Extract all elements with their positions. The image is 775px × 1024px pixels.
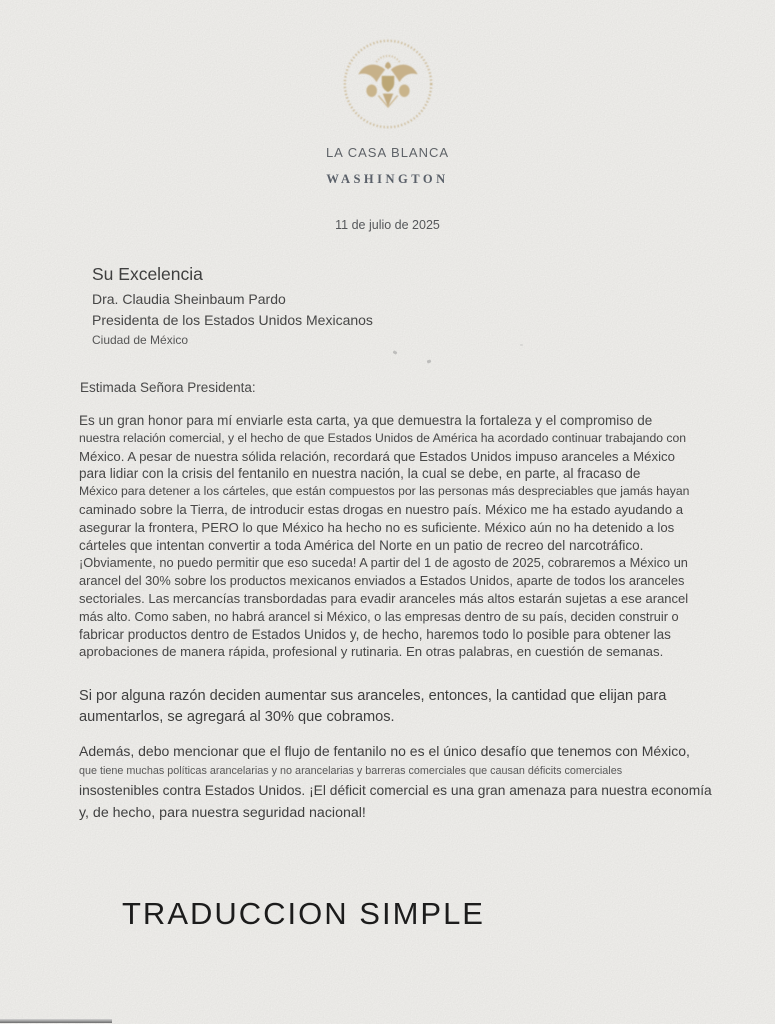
letter-line: caminado sobre la Tierra, de introducir estas drogas en nuestro país. México me ha estado ayudando a bbox=[79, 501, 684, 517]
recipient-honorific: Su Excelencia bbox=[92, 264, 203, 284]
salutation: Estimada Señora Presidenta: bbox=[80, 380, 256, 395]
presidential-seal-icon bbox=[340, 36, 436, 132]
letter-line: fabricar productos dentro de Estados Unidos y, de hecho, haremos todo lo posible para obtener las bbox=[79, 626, 671, 642]
letterhead bbox=[0, 36, 775, 187]
letter-line: Además, debo mencionar que el flujo de fentanilo no es el único desafío que tenemos con México, bbox=[79, 743, 690, 759]
letter-date: 11 de julio de 2025 bbox=[335, 218, 440, 232]
letter-line: arancel del 30% sobre los productos mexicanos enviados a Estados Unidos, aparte de todos los aranceles bbox=[79, 573, 685, 589]
letter-line: Es un gran honor para mí enviarle esta carta, ya que demuestra la fortaleza y el compromiso de bbox=[79, 413, 653, 428]
letter-line: insostenibles contra Estados Unidos. ¡El déficit comercial es una gran amenaza para nuestra economía bbox=[79, 783, 712, 798]
paragraph-3 bbox=[79, 740, 739, 825]
pencil-smudge bbox=[520, 344, 523, 346]
letter-line: y, de hecho, para nuestra seguridad nacional! bbox=[79, 805, 366, 821]
paragraph-2 bbox=[79, 686, 739, 728]
translation-stamp: TRADUCCION SIMPLE bbox=[122, 896, 485, 931]
letter-line: más alto. Como saben, no habrá arancel si México, o las empresas dentro de su país, deciden construir o bbox=[79, 608, 679, 624]
letterhead-org: LA CASA BLANCA bbox=[325, 145, 450, 160]
letter-line: México. A pesar de nuestra sólida relación, recordará que Estados Unidos impuso aranceles a México bbox=[79, 448, 675, 464]
recipient-title: Presidenta de los Estados Unidos Mexicanos bbox=[92, 312, 373, 328]
letter-line: cárteles que intentan convertir a toda América del Norte en un patio de recreo del narcotráfico. bbox=[79, 537, 644, 553]
paragraph-1 bbox=[79, 412, 739, 661]
letter-line: nuestra relación comercial, y el hecho de que Estados Unidos de América ha acordado continuar trabajando con bbox=[79, 430, 687, 445]
letter-line: asegurar la frontera, PERO lo que México ha hecho no es suficiente. México aún no ha detenido a los bbox=[79, 519, 675, 535]
letter-line: ¡Obviamente, no puedo permitir que eso suceda! A partir del 1 de agosto de 2025, cobraremos a México un bbox=[79, 555, 688, 571]
letter-line: aumentarlos, se agregará al 30% que cobramos. bbox=[79, 709, 395, 725]
recipient-location: Ciudad de México bbox=[92, 333, 189, 347]
recipient-name: Dra. Claudia Sheinbaum Pardo bbox=[92, 291, 286, 307]
letter-line: que tiene muchas políticas arancelarias y no arancelarias y barreras comerciales que causan déficits comerciales bbox=[79, 765, 623, 777]
letter-line: México para detener a los cárteles, que están compuestos por las personas más despreciables que jamás hayan bbox=[79, 484, 690, 499]
letter-line: para lidiar con la crisis del fentanilo en nuestra nación, la cual se debe, en parte, al fracaso de bbox=[79, 466, 641, 482]
pencil-smudge bbox=[393, 350, 398, 355]
recipient-block bbox=[92, 264, 373, 350]
letterhead-city: WASHINGTON bbox=[326, 172, 449, 186]
letter-line: aprobaciones de manera rápida, profesional y rutinaria. En otras palabras, en cuestión de semanas. bbox=[79, 644, 664, 660]
pencil-smudge bbox=[427, 359, 432, 363]
letter-line: Si por alguna razón deciden aumentar sus aranceles, entonces, la cantidad que elijan para bbox=[79, 688, 667, 704]
letter-line: sectoriales. Las mercancías transbordadas para evadir aranceles más altos estarán sujetas a ese arancel bbox=[79, 590, 689, 606]
scan-edge-artifact bbox=[0, 1019, 112, 1023]
